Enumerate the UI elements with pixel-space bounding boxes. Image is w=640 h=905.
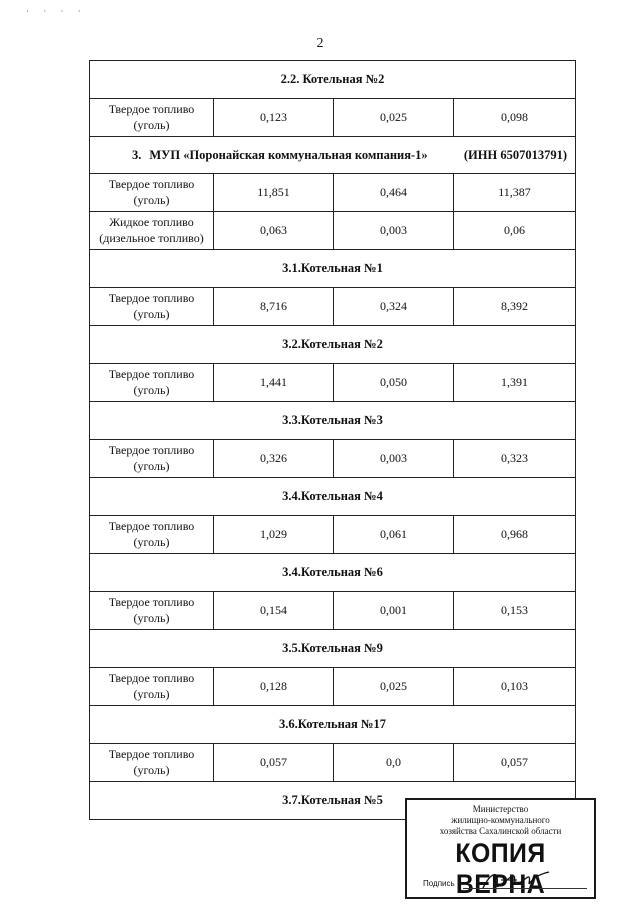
fuel-type-cell: Твердое топливо (уголь) bbox=[90, 99, 214, 137]
value-cell-2: 0,324 bbox=[334, 288, 454, 326]
table-row bbox=[90, 364, 576, 402]
value-cell-1: 1,441 bbox=[214, 364, 334, 402]
section-title: 3.1.Котельная №1 bbox=[90, 250, 576, 288]
stamp-ministry-2: жилищно-коммунального bbox=[451, 815, 550, 825]
organization-name bbox=[132, 147, 428, 163]
value-cell-1: 1,029 bbox=[214, 516, 334, 554]
table-row bbox=[90, 744, 576, 782]
section-header-row bbox=[90, 554, 576, 592]
section-header-row bbox=[90, 61, 576, 99]
value-cell-1: 0,128 bbox=[214, 668, 334, 706]
value-cell-1: 0,154 bbox=[214, 592, 334, 630]
section-title: 3.3.Котельная №3 bbox=[90, 402, 576, 440]
value-cell-3: 1,391 bbox=[454, 364, 576, 402]
value-cell-2: 0,050 bbox=[334, 364, 454, 402]
table-row bbox=[90, 288, 576, 326]
copy-certified-stamp bbox=[405, 798, 596, 899]
section-header-row bbox=[90, 326, 576, 364]
value-cell-1: 0,063 bbox=[214, 212, 334, 250]
section-header-row bbox=[90, 402, 576, 440]
fuel-type-cell: Твердое топливо (уголь) bbox=[90, 744, 214, 782]
organization-inn: (ИНН 6507013791) bbox=[463, 147, 567, 162]
fuel-type-cell: Твердое топливо (уголь) bbox=[90, 440, 214, 478]
value-cell-2: 0,025 bbox=[334, 99, 454, 137]
table-row bbox=[90, 212, 576, 250]
value-cell-2: 0,003 bbox=[334, 440, 454, 478]
scan-marks: · · · · bbox=[26, 6, 87, 16]
fuel-consumption-table bbox=[89, 60, 576, 820]
section-title: 3.6.Котельная №17 bbox=[90, 706, 576, 744]
organization-cell bbox=[90, 137, 576, 174]
value-cell-3: 0,103 bbox=[454, 668, 576, 706]
fuel-type-cell: Твердое топливо (уголь) bbox=[90, 516, 214, 554]
section-header-row bbox=[90, 706, 576, 744]
table-row bbox=[90, 516, 576, 554]
value-cell-3: 0,153 bbox=[454, 592, 576, 630]
stamp-signature-label: Подпись bbox=[423, 879, 455, 888]
table-row bbox=[90, 592, 576, 630]
value-cell-3: 0,098 bbox=[454, 99, 576, 137]
value-cell-3: 0,323 bbox=[454, 440, 576, 478]
stamp-region: хозяйства Сахалинской области bbox=[439, 826, 562, 836]
table-row bbox=[90, 440, 576, 478]
value-cell-3: 0,057 bbox=[454, 744, 576, 782]
section-header-row bbox=[90, 630, 576, 668]
section-title: 2.2. Котельная №2 bbox=[90, 61, 576, 99]
fuel-type-cell: Жидкое топливо (дизельное топливо) bbox=[90, 212, 214, 250]
value-cell-3: 0,06 bbox=[454, 212, 576, 250]
value-cell-1: 0,057 bbox=[214, 744, 334, 782]
value-cell-1: 8,716 bbox=[214, 288, 334, 326]
section-title: 3.4.Котельная №6 bbox=[90, 554, 576, 592]
value-cell-2: 0,001 bbox=[334, 592, 454, 630]
section-title: 3.4.Котельная №4 bbox=[90, 478, 576, 516]
value-cell-2: 0,025 bbox=[334, 668, 454, 706]
section-header-row bbox=[90, 250, 576, 288]
fuel-type-cell: Твердое топливо (уголь) bbox=[90, 364, 214, 402]
table-row bbox=[90, 174, 576, 212]
table-row bbox=[90, 668, 576, 706]
organization-title: МУП «Поронайская коммунальная компания-1» bbox=[149, 147, 428, 162]
value-cell-3: 0,968 bbox=[454, 516, 576, 554]
organization-number: 3. bbox=[132, 147, 142, 162]
section-title: 3.2.Котельная №2 bbox=[90, 326, 576, 364]
section-header-row bbox=[90, 478, 576, 516]
value-cell-2: 0,061 bbox=[334, 516, 454, 554]
value-cell-3: 11,387 bbox=[454, 174, 576, 212]
fuel-type-cell: Твердое топливо (уголь) bbox=[90, 174, 214, 212]
value-cell-1: 11,851 bbox=[214, 174, 334, 212]
table-row bbox=[90, 99, 576, 137]
section-title: 3.7.Котельная №5 bbox=[90, 782, 576, 820]
organization-row bbox=[90, 137, 576, 174]
stamp-title: КОПИЯ ВЕРНА bbox=[455, 838, 546, 899]
fuel-type-cell: Твердое топливо (уголь) bbox=[90, 668, 214, 706]
fuel-type-cell: Твердое топливо (уголь) bbox=[90, 592, 214, 630]
section-title: 3.5.Котельная №9 bbox=[90, 630, 576, 668]
table-body bbox=[90, 61, 576, 820]
page-number: 2 bbox=[316, 36, 324, 51]
value-cell-2: 0,0 bbox=[334, 744, 454, 782]
value-cell-2: 0,003 bbox=[334, 212, 454, 250]
stamp-ministry: Министерство bbox=[472, 804, 529, 814]
handwritten-signature bbox=[477, 866, 557, 894]
value-cell-2: 0,464 bbox=[334, 174, 454, 212]
fuel-type-cell: Твердое топливо (уголь) bbox=[90, 288, 214, 326]
value-cell-3: 8,392 bbox=[454, 288, 576, 326]
value-cell-1: 0,123 bbox=[214, 99, 334, 137]
value-cell-1: 0,326 bbox=[214, 440, 334, 478]
